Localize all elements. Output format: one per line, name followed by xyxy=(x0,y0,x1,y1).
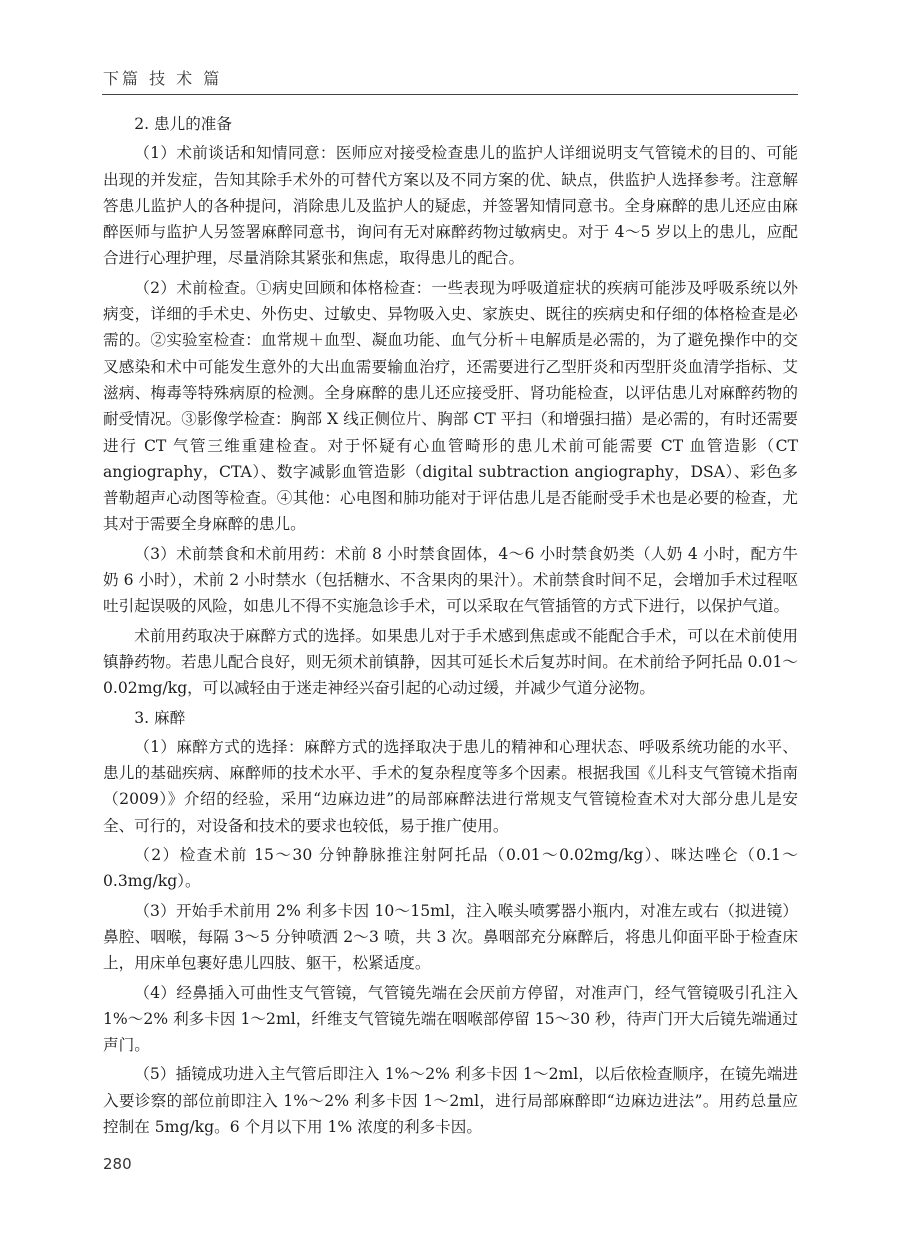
page-number: 280 xyxy=(103,1155,132,1173)
paragraph-informed-consent: （1）术前谈话和知情同意：医师应对接受检查患儿的监护人详细说明支气管镜术的目的、可能出现的并发症，告知其除手术外的可替代方案以及不同方案的优、缺点，供监护人选择参考。注意解答患儿监护人的各种提问，消除患儿及监护人的疑虑，并签署知情同意书。全身麻醉的患儿还应由麻醉医师与监护人另签署麻醉同意书，询问有无对麻醉药物过敏病史。对于 4～5 岁以上的患儿，应配合进行心理护理，尽量消除其紧张和焦虑，取得患儿的配合。 xyxy=(103,144,798,268)
paragraph-premedication: 术前用药取决于麻醉方式的选择。如果患儿对于手术感到焦虑或不能配合手术，可以在术前使用镇静药物。若患儿配合良好，则无须术前镇静，因其可延长术后复苏时间。在术前给予阿托品 0.01～0.02mg/kg，可以减轻由于迷走神经兴奋引起的心动过缓，并减少气道分泌物。 xyxy=(103,626,798,698)
paragraph-nasal-insertion: （4）经鼻插入可曲性支气管镜，气管镜先端在会厌前方停留，对准声门，经气管镜吸引孔注入 1%～2% 利多卡因 1～2ml，纤维支气管镜先端在咽喉部停留 15～30 秒，待声门开大后镜先端通过声门。 xyxy=(103,983,798,1055)
header-rule xyxy=(102,94,798,95)
subsection-heading-patient-preparation: 2. 患儿的准备 xyxy=(134,115,232,133)
running-header: 下篇 技 术 篇 xyxy=(103,69,223,88)
paragraph-fasting: （3）术前禁食和术前用药：术前 8 小时禁食固体，4～6 小时禁食奶类（人奶 4 小时，配方牛奶 6 小时），术前 2 小时禁水（包括糖水、不含果肉的果汁）。术前禁食时间不足，会增加手术过程呕吐引起误吸的风险，如患儿不得不实施急诊手术，可以采取在气管插管的方式下进行，以保护气道。 xyxy=(103,544,798,616)
subsection-heading-anesthesia: 3. 麻醉 xyxy=(134,708,186,727)
paragraph-lidocaine-spray: （3）开始手术前用 2% 利多卡因 10～15ml，注入喉头喷雾器小瓶内，对准左或右（拟进镜）鼻腔、咽喉，每隔 3～5 分钟喷洒 2～3 喷，共 3 次。鼻咽部充分麻醉后，将患儿仰面平卧于检查床上，用床单包裹好患儿四肢、躯干，松紧适度。 xyxy=(103,901,798,973)
paragraph-anesthesia-choice: （1）麻醉方式的选择：麻醉方式的选择取决于患儿的精神和心理状态、呼吸系统功能的水平、患儿的基础疾病、麻醉师的技术水平、手术的复杂程度等多个因素。根据我国《儿科支气管镜术指南（2009）》介绍的经验，采用“边麻边进”的局部麻醉法进行常规支气管镜检查术对大部分患儿是安全、可行的，对设备和技术的要求也较低，易于推广使用。 xyxy=(103,737,798,835)
body-text xyxy=(103,111,798,1140)
paragraph-preoperative-examination: （2）术前检查。①病史回顾和体格检查：一些表现为呼吸道症状的疾病可能涉及呼吸系统以外病变，详细的手术史、外伤史、过敏史、异物吸入史、家族史、既往的疾病史和仔细的体格检查是必需的。②实验室检查：血常规＋血型、凝血功能、血气分析＋电解质是必需的，为了避免操作中的交叉感染和术中可能发生意外的大出血需要输血治疗，还需要进行乙型肝炎和丙型肝炎血清学指标、艾滋病、梅毒等特殊病原的检测。全身麻醉的患儿还应接受肝、肾功能检查，以评估患儿对麻醉药物的耐受情况。③影像学检查：胸部 X 线正侧位片、胸部 CT 平扫（和增强扫描）是必需的，有时还需要进行 CT 气管三维重建检查。对于怀疑有心血管畸形的患儿术前可能需要 CT 血管造影（CT angiography，CTA）、数字减影血管造影（digital subtraction angiography，DSA）、彩色多普勒超声心动图等检查。④其他：心电图和肺功能对于评估患儿是否能耐受手术也是必要的检查，尤其对于需要全身麻醉的患儿。 xyxy=(103,278,798,534)
paragraph-atropine: （2）检查术前 15～30 分钟静脉推注射阿托品（0.01～0.02mg/kg）、咪达唑仑（0.1～0.3mg/kg）。 xyxy=(103,846,798,891)
paragraph-main-bronchus: （5）插镜成功进入主气管后即注入 1%～2% 利多卡因 1～2ml，以后依检查顺序，在镜先端进入要诊察的部位前即注入 1%～2% 利多卡因 1～2ml，进行局部麻醉即“边麻边进法”。用药总量应控制在 5mg/kg。6 个月以下用 1% 浓度的利多卡因。 xyxy=(103,1065,798,1136)
